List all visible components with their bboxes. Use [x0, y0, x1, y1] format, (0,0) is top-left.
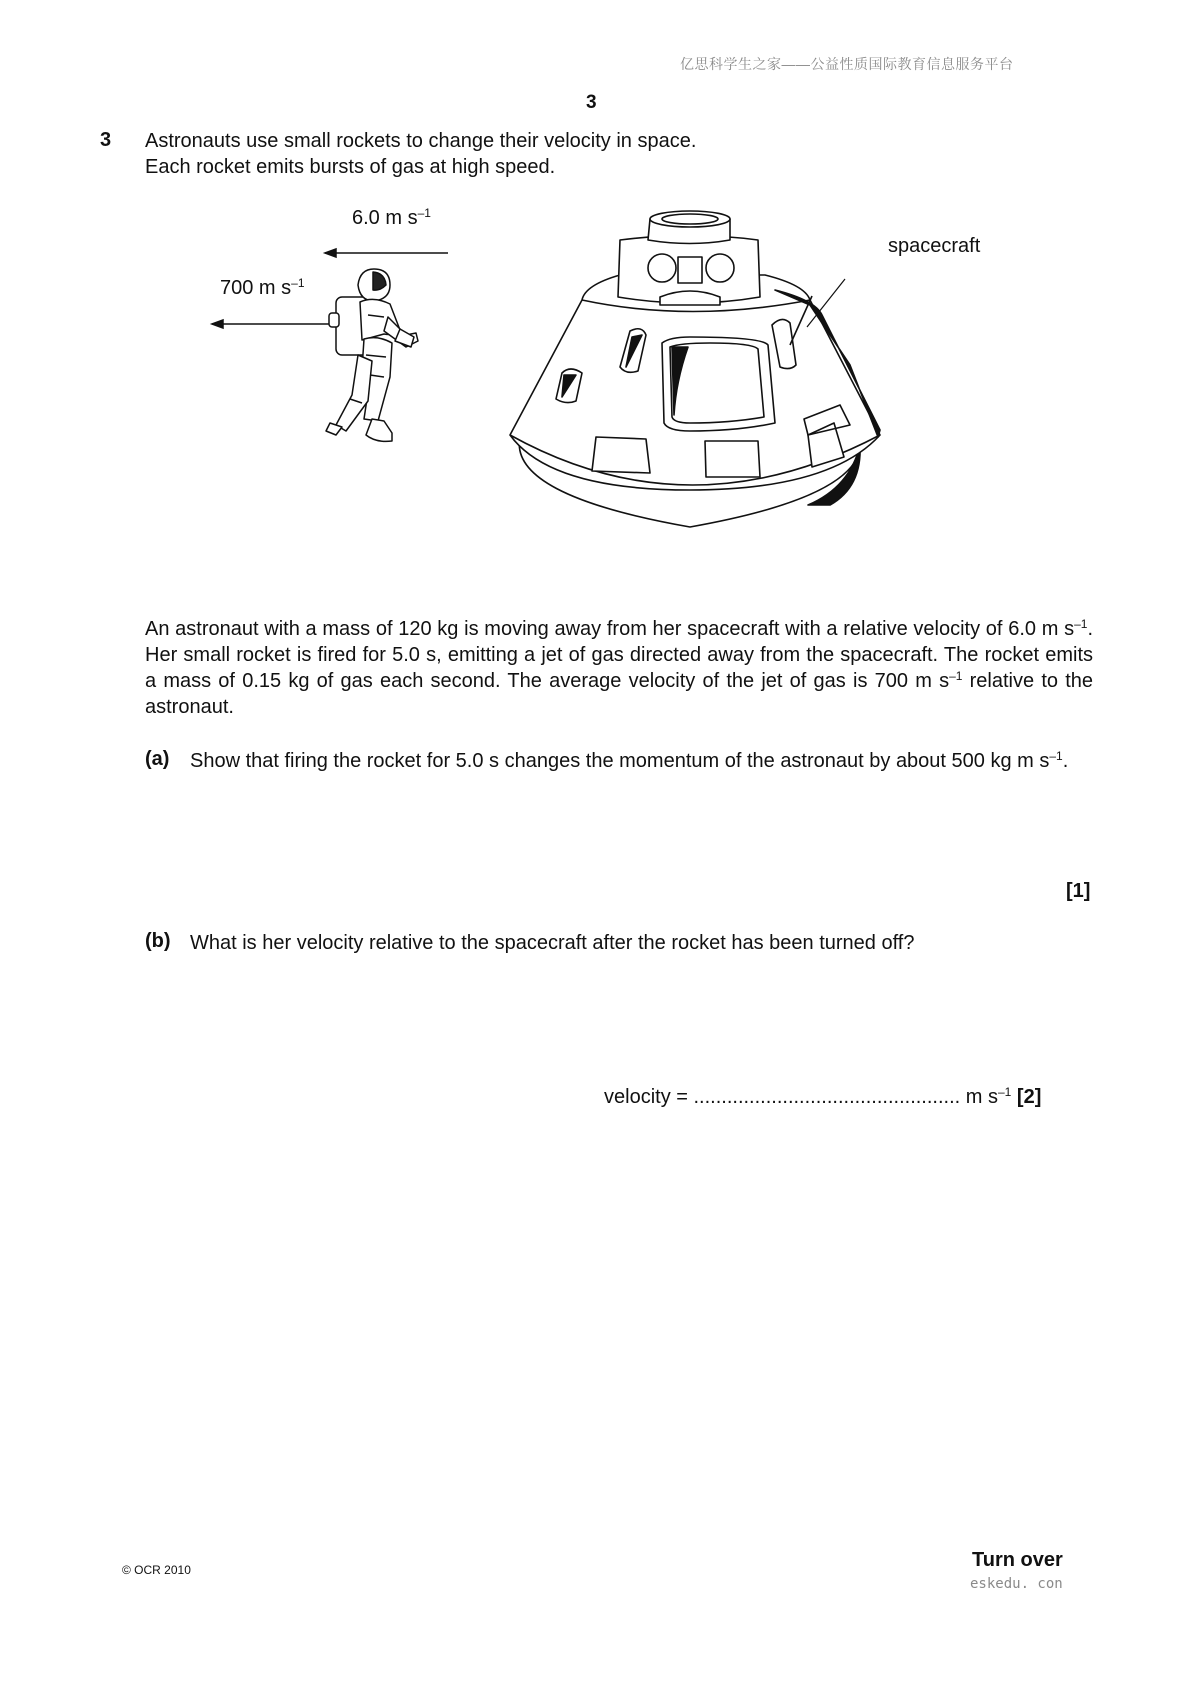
- part-b-label: (b): [145, 930, 171, 952]
- part-a-label: (a): [145, 748, 170, 770]
- velocity-answer-line: velocity = ................................................ m $s^{-1}$ [2]: [604, 1085, 1042, 1108]
- jet-speed-label: 700 m $s^{-1}$: [220, 276, 305, 299]
- answer-field[interactable]: ................................................: [693, 1086, 961, 1108]
- speed-arrow: [325, 249, 448, 257]
- part-b-marks: [2]: [1016, 1086, 1042, 1108]
- part-a-marks: [1]: [1066, 880, 1091, 902]
- speed-label: 6.0 m $s^{-1}$: [352, 206, 431, 229]
- jet-arrow: [212, 320, 330, 328]
- footer-watermark: eskedu. con: [970, 1576, 1063, 1592]
- astronaut-drawing: [326, 269, 418, 441]
- intro-line-2: Each rocket emits bursts of gas at high speed.: [145, 156, 556, 178]
- question-number: 3: [100, 129, 112, 151]
- spacecraft-drawing: [510, 211, 880, 527]
- header-watermark: 亿思科学生之家——公益性质国际教育信息服务平台: [680, 56, 1014, 72]
- answer-unit: m s: [965, 1086, 998, 1108]
- page-number: 3: [586, 92, 597, 113]
- question-stem: An astronaut with a mass of 120 kg is moving away from her spacecraft with a relative velocity of 6.0 m $s^{-1}$. Her small rocket is fired for 5.0 s, emitting a jet of gas directed away from the spacecraft. The rocket emits a mass of 0.15 kg of gas each second. The average velocity of the jet of gas is 700 m $s^{-1}$ relative to the astronaut.: [145, 617, 1093, 718]
- figure-drawing: [190, 205, 990, 595]
- turn-over-label: Turn over: [972, 1549, 1063, 1571]
- answer-prefix: velocity =: [604, 1086, 694, 1108]
- spacecraft-label: spacecraft: [888, 235, 981, 257]
- copyright: © OCR 2010: [122, 1563, 191, 1577]
- astronaut-spacecraft-figure: [190, 205, 990, 595]
- part-a-text: Show that firing the rocket for 5.0 s changes the momentum of the astronaut by about 500 kg m $s^{-1}$.: [190, 749, 1069, 772]
- part-b-text: What is her velocity relative to the spacecraft after the rocket has been turned off?: [190, 932, 915, 954]
- intro-line-1: Astronauts use small rockets to change their velocity in space.: [145, 130, 697, 152]
- question-intro: [145, 128, 865, 180]
